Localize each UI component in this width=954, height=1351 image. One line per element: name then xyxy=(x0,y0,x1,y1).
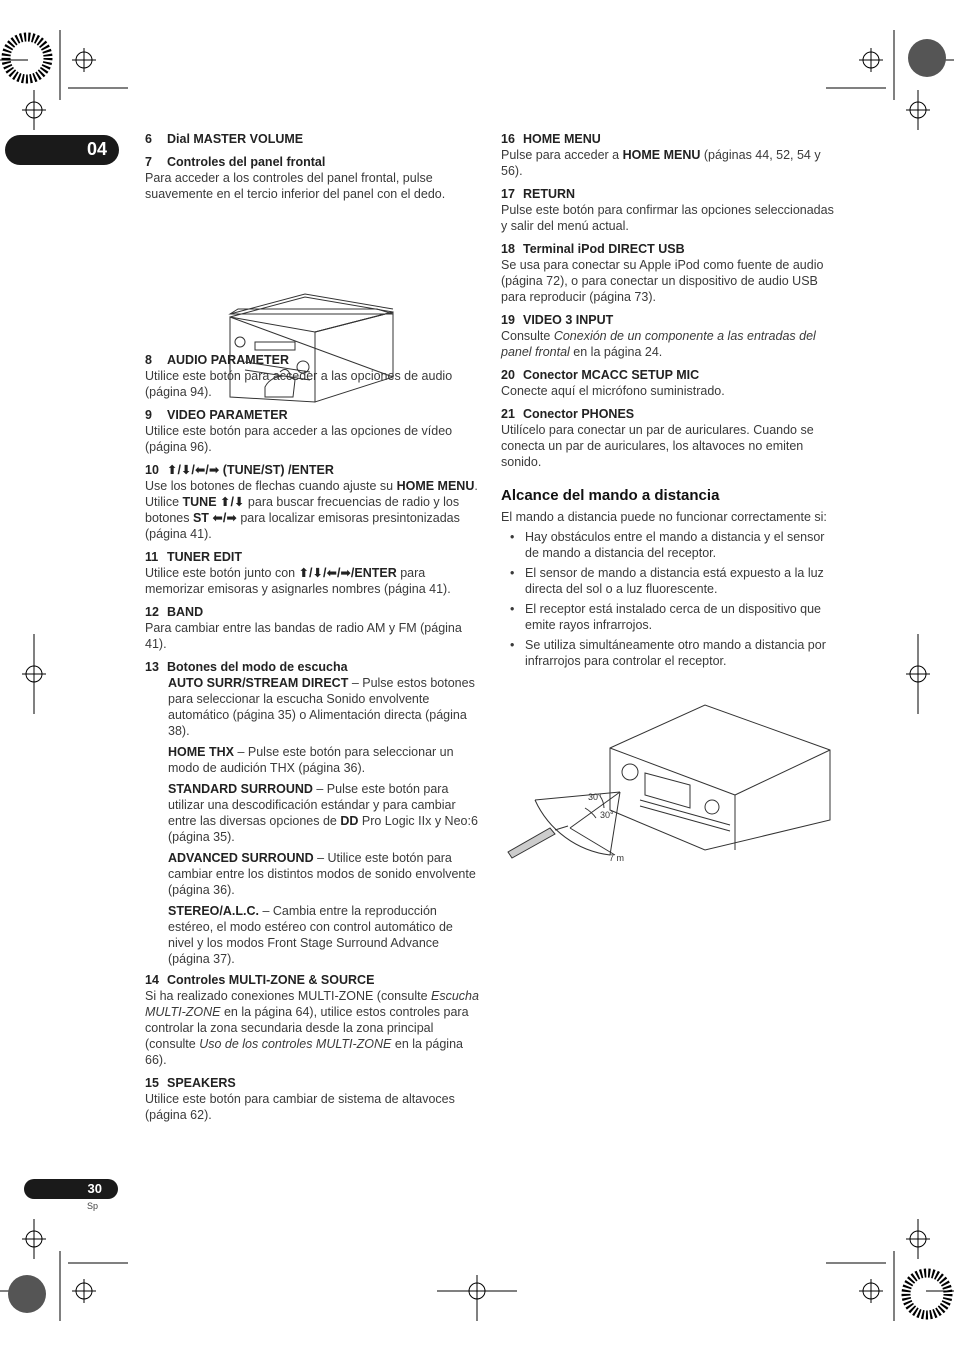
page-number-badge xyxy=(24,1179,118,1199)
home-thx-item: HOME THX – Pulse este botón para seleccionar un modo de audición THX (página 36). xyxy=(168,745,454,775)
entry-text: Conecte aquí el micrófono suministrado. xyxy=(501,384,725,398)
entry-title: AUDIO PARAMETER xyxy=(167,353,289,367)
entry-number: 8 xyxy=(145,353,152,367)
entry-title: Controles del panel frontal xyxy=(167,155,326,169)
section-intro: El mando a distancia puede no funcionar correctamente si: xyxy=(501,510,827,524)
right-column xyxy=(501,131,837,673)
entry-12 xyxy=(145,604,480,652)
entry-number: 6 xyxy=(145,132,152,146)
entry-number: 20 xyxy=(501,368,515,382)
entry-text: Pulse este botón para confirmar las opciones seleccionadas y salir del menú actual. xyxy=(501,203,834,233)
list-item: • El sensor de mando a distancia está expuesto a la luz directa del sol o a luz fluorescente. xyxy=(510,566,824,596)
entry-title: VIDEO 3 INPUT xyxy=(523,313,614,327)
entry-13 xyxy=(145,659,480,967)
entry-text: Se usa para conectar su Apple iPod como fuente de audio (página 72), o para conectar un dispositivo de audio USB para reproducir (página 73). xyxy=(501,258,824,304)
entry-21 xyxy=(501,406,837,470)
chapter-tab xyxy=(5,135,119,165)
entry-title: VIDEO PARAMETER xyxy=(167,408,288,422)
entry-text: Utilice este botón para acceder a las opciones de vídeo (página 96). xyxy=(145,424,453,454)
entry-6 xyxy=(145,131,480,147)
entry-title: Dial MASTER VOLUME xyxy=(167,132,304,146)
remote-range-diagram xyxy=(500,700,836,875)
entry-number: 14 xyxy=(145,973,159,987)
entry-text: Utilícelo para conectar un par de auriculares. Cuando se conecta un par de auriculares, los altavoces no emiten sonido. xyxy=(501,423,814,469)
conditions-list xyxy=(501,529,837,669)
entry-title: TUNER EDIT xyxy=(167,550,242,564)
list-item: • Se utiliza simultáneamente otro mando a distancia por infrarrojos para controlar el receptor. xyxy=(510,638,826,668)
entry-19 xyxy=(501,312,837,360)
entry-number: 21 xyxy=(501,407,515,421)
stereo-alc-item: STEREO/A.L.C. – Cambia entre la reproducción estéreo, el modo estéreo con control automático de nivel y los modos Front Stage Surround Advance (página 37). xyxy=(168,904,453,966)
entry-text: Para acceder a los controles del panel frontal, pulse suavemente en el tercio inferior del panel con el dedo. xyxy=(145,171,446,201)
entry-8 xyxy=(145,352,480,400)
standard-surround-item: STANDARD SURROUND – Pulse este botón para utilizar una descodificación estándar y para cambiar entre las diversas opciones de DD Pro Logic IIx y Neo:6 (página 35). xyxy=(168,782,478,844)
entry-title: Controles MULTI-ZONE & SOURCE xyxy=(167,973,375,987)
entry-number: 9 xyxy=(145,408,152,422)
entry-10 xyxy=(145,462,480,542)
entry-text: Si ha realizado conexiones MULTI-ZONE (consulte Escucha MULTI-ZONE en la página 64), utilice estos controles para controlar la zona secundaria desde la zona principal (consulte Uso de los controles MULTI-ZONE en la página 66). xyxy=(145,989,479,1067)
entry-text: Utilice este botón para acceder a las opciones de audio (página 94). xyxy=(145,369,453,399)
entry-number: 18 xyxy=(501,242,515,256)
entry-11 xyxy=(145,549,480,597)
entry-title: Botones del modo de escucha xyxy=(167,660,348,674)
entry-14 xyxy=(145,972,480,1068)
entry-number: 16 xyxy=(501,132,515,146)
entry-7 xyxy=(145,154,480,202)
entry-number: 13 xyxy=(145,660,159,674)
entry-title: SPEAKERS xyxy=(167,1076,236,1090)
entry-text: Use los botones de flechas cuando ajuste su HOME MENU. Utilice TUNE ⬆/⬇ para buscar frecuencias de radio y los botones ST ⬅/➡ para localizar emisoras presintonizadas (página 41). xyxy=(145,479,478,541)
entry-20 xyxy=(501,367,837,399)
angle-label-2: 30° xyxy=(600,810,614,820)
entry-9 xyxy=(145,407,480,455)
entry-number: 19 xyxy=(501,313,515,327)
entry-number: 7 xyxy=(145,155,152,169)
entry-17 xyxy=(501,186,837,234)
entry-title: Terminal iPod DIRECT USB xyxy=(523,242,685,256)
language-code: Sp xyxy=(87,1201,99,1211)
entry-16 xyxy=(501,131,837,179)
chapter-number: 04 xyxy=(86,139,107,159)
entry-15 xyxy=(145,1075,480,1123)
entry-number: 10 xyxy=(145,463,159,477)
list-item: • Hay obstáculos entre el mando a distancia y el sensor de mando a distancia del receptor. xyxy=(510,530,825,560)
dolby-logo-icon: DD xyxy=(340,814,359,828)
entry-text: Consulte Conexión de un componente a las entradas del panel frontal en la página 24. xyxy=(501,329,816,359)
entry-title: RETURN xyxy=(523,187,576,201)
left-column xyxy=(145,131,480,1123)
auto-surr-item: AUTO SURR/STREAM DIRECT – Pulse estos botones para seleccionar la escucha Sonido envolvente automático (página 35) o Alimentación directa (página 38). xyxy=(168,676,475,738)
entry-title: Conector PHONES xyxy=(523,407,635,421)
entry-number: 17 xyxy=(501,187,515,201)
entry-text: Utilice este botón para cambiar de sistema de altavoces (página 62). xyxy=(145,1092,455,1122)
entry-title: Conector MCACC SETUP MIC xyxy=(523,368,700,382)
entry-text: Para cambiar entre las bandas de radio AM y FM (página 41). xyxy=(145,621,462,651)
entry-title: ⬆/⬇/⬅/➡ (TUNE/ST) /ENTER xyxy=(167,463,334,477)
entry-title: BAND xyxy=(167,605,204,619)
list-item: • El receptor está instalado cerca de un dispositivo que emite rayos infrarrojos. xyxy=(510,602,822,632)
entry-number: 12 xyxy=(145,605,159,619)
front-panel-illustration xyxy=(145,202,480,352)
advanced-surround-item: ADVANCED SURROUND – Utilice este botón para cambiar entre los distintos modos de sonido envolvente (página 36). xyxy=(168,851,476,897)
entry-18 xyxy=(501,241,837,305)
entry-text: Utilice este botón junto con ⬆/⬇/⬅/➡/ENTER para memorizar emisoras y asignarles nombres (página 41). xyxy=(145,566,451,596)
entry-number: 15 xyxy=(145,1076,159,1090)
angle-label-1: 30° xyxy=(588,792,602,802)
entry-title: HOME MENU xyxy=(523,132,601,146)
page-number: 30 xyxy=(87,1181,102,1196)
entry-number: 11 xyxy=(145,550,159,564)
distance-label: 7 m xyxy=(609,853,625,863)
listening-mode-list xyxy=(168,675,480,967)
section-title: Alcance del mando a distancia xyxy=(501,487,720,504)
entry-text: Pulse para acceder a HOME MENU (páginas 44, 52, 54 y 56). xyxy=(501,148,821,178)
